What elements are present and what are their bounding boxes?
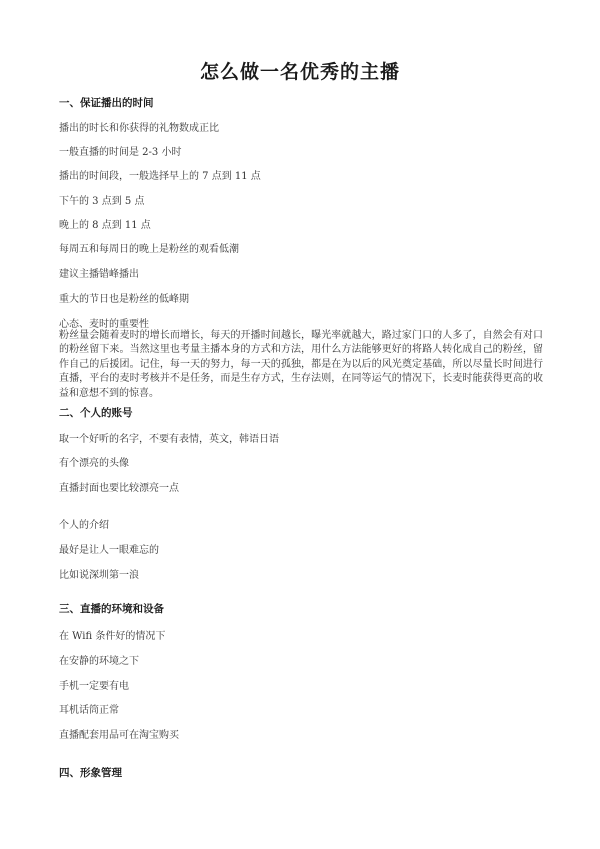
section-2-line: 取一个好听的名字，不要有表情，英文，韩语日语 <box>59 434 279 445</box>
section-2-line: 直播封面也要比较漂亮一点 <box>59 483 179 494</box>
section-2-line: 最好是让人一眼难忘的 <box>59 545 159 556</box>
section-heading-1: 一、保证播出的时间 <box>59 97 154 109</box>
section-1-line: 一般直播的时间是 2-3 小时 <box>59 147 182 158</box>
section-1-paragraph: 粉丝量会随着麦时的增长而增长，每天的开播时间越长，曝光率就越大，路过家门口的人多了，自然会有对口的粉丝留下来。当然这里也考量主播本身的方式和方法，用什么方法能够更好的将路人转化成自己的粉丝，留作自己的后援团。记住，每一天的努力，每一天的孤独，都是在为以后的风光奠定基础，所以尽量长时间进行直播，平台的麦时考核并不是任务，而是生存方式，生存法则，在同等运气的情况下，长麦时能获得更高的收益和意想不到的惊喜。 <box>59 330 543 399</box>
section-3-line: 手机一定要有电 <box>59 681 129 692</box>
document-title: 怎么做一名优秀的主播 <box>199 61 400 83</box>
section-1-line: 播出的时长和你获得的礼物数成正比 <box>59 123 219 134</box>
section-3-line: 直播配套用品可在淘宝购买 <box>59 730 179 741</box>
section-1-line: 播出的时间段，一般选择早上的 7 点到 11 点 <box>59 171 261 182</box>
section-3-line: 耳机话筒正常 <box>59 705 119 716</box>
section-1-line: 心态、麦时的重要性 <box>59 319 149 330</box>
section-2-line: 有个漂亮的头像 <box>59 458 129 469</box>
section-3-line: 在 Wifi 条件好的情况下 <box>59 631 166 642</box>
section-1-line: 晚上的 8 点到 11 点 <box>59 220 151 231</box>
section-2-line: 比如说深圳第一浪 <box>59 570 139 581</box>
section-heading-4: 四、形象管理 <box>59 767 122 779</box>
section-1-line: 建议主播错峰播出 <box>59 269 139 280</box>
section-heading-2: 二、个人的账号 <box>59 407 133 419</box>
section-2-line: 个人的介绍 <box>59 520 109 531</box>
section-1-line: 每周五和每周日的晚上是粉丝的观看低潮 <box>59 244 239 255</box>
section-3-line: 在安静的环境之下 <box>59 656 139 667</box>
section-heading-3: 三、直播的环境和设备 <box>59 603 164 615</box>
section-1-line: 下午的 3 点到 5 点 <box>59 196 145 207</box>
section-1-line: 重大的节日也是粉丝的低峰期 <box>59 294 189 305</box>
